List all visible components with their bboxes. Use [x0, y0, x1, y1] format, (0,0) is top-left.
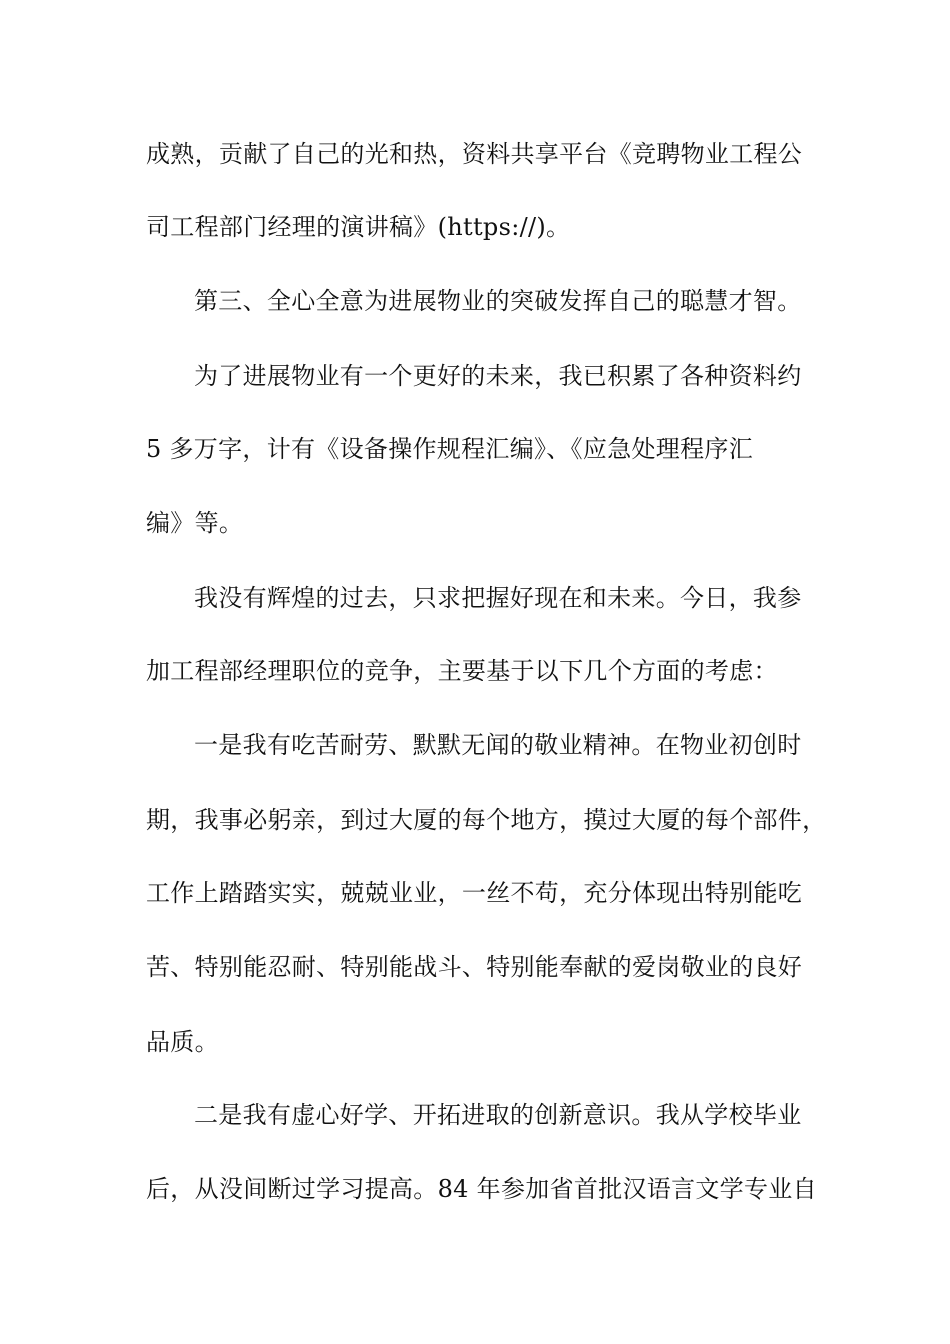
- text-line: 工作上踏踏实实，兢兢业业，一丝不苟，充分体现出特别能吃: [146, 879, 803, 907]
- text-line: 品质。: [146, 1028, 219, 1056]
- paragraph-start: 第三、全心全意为进展物业的突破发挥自己的聪慧才智。: [194, 287, 802, 315]
- text-line: 成熟，贡献了自己的光和热，资料共享平台《竞聘物业工程公: [146, 140, 803, 168]
- text-line: 司工程部门经理的演讲稿》(https://)。: [146, 213, 571, 241]
- paragraph-start: 为了进展物业有一个更好的未来，我已积累了各种资料约: [194, 362, 802, 390]
- paragraph-start: 一是我有吃苦耐劳、默默无闻的敬业精神。在物业初创时: [194, 731, 802, 759]
- text-line: 加工程部经理职位的竞争，主要基于以下几个方面的考虑：: [146, 657, 778, 685]
- text-line: 苦、特别能忍耐、特别能战斗、特别能奉献的爱岗敬业的良好: [146, 953, 803, 981]
- paragraph-start: 二是我有虚心好学、开拓进取的创新意识。我从学校毕业: [194, 1101, 802, 1129]
- text-line: 编》等。: [146, 509, 244, 537]
- text-line: 5 多万字，计有《设备操作规程汇编》、《应急处理程序汇: [146, 435, 753, 463]
- paragraph-start: 我没有辉煌的过去，只求把握好现在和未来。今日，我参: [194, 584, 802, 612]
- text-line: 期，我事必躬亲，到过大厦的每个地方，摸过大厦的每个部件，: [146, 806, 827, 834]
- text-line: 后，从没间断过学习提高。84 年参加省首批汉语言文学专业自: [146, 1175, 817, 1203]
